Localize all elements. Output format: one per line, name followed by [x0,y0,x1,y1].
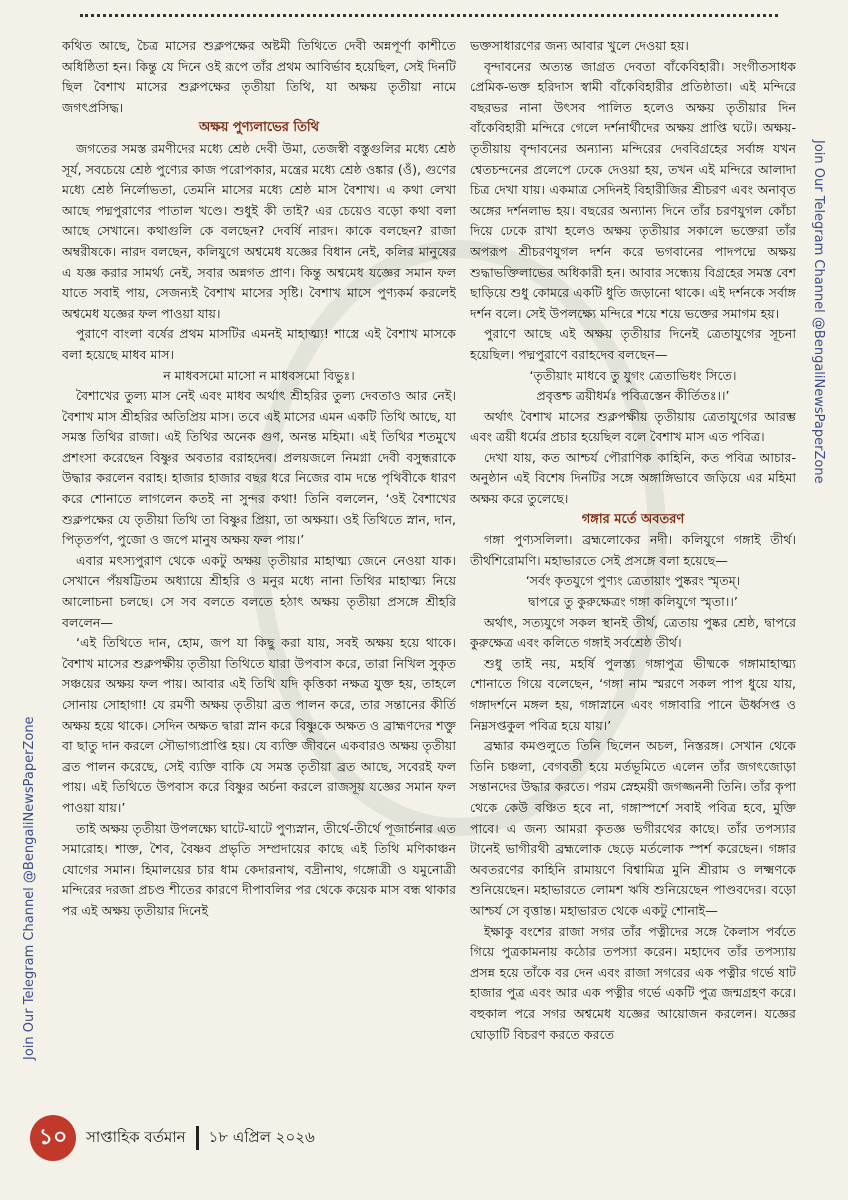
page-number-badge: ১০ [30,1115,76,1161]
paragraph: পুরাণে বাংলা বর্ষের প্রথম মাসটির এমনই মাহাত্ম্য! শাস্ত্রে এই বৈশাখ মাসকে বলা হয়েছে মাধব মাস। [62,326,456,362]
paragraph: অর্থাৎ বৈশাখ মাসের শুক্লপক্ষীয় তৃতীয়ায় ত্রেতাযুগের আরম্ভ এবং ত্রয়ী ধর্মের প্রচার হয়েছিল বলে বৈশাখ মাস এত পবিত্র। [470,408,796,445]
top-dotted-rule [80,14,778,17]
sanskrit-verse: ‘তৃতীয়াং মাধবে তু যুগং ত্রেতাভিধং সিতে। [529,367,737,383]
paragraph: কথিত আছে, চৈত্র মাসের শুক্লপক্ষের অষ্টমী তিথিতে দেবী অন্নপূর্ণা কাশীতে অধিষ্ঠিতা হন। কিন্তু যে দিনে ওই রূপে তাঁর প্রথম আবির্ভাব হয়েছিল, সেই দিনটি ছিল বৈশাখ মাসের শুক্লপক্ষের তৃতীয়া তিথি, যা অক্ষয় তৃতীয়া নামে জগৎপ্রসিদ্ধ। [62,38,456,115]
left-text-column [62,36,456,1130]
side-telegram-text-right: Join Our Telegram Channel @BengaliNewsPaperZone [811,140,826,484]
sanskrit-verse: দ্বাপরে তু কুরুক্ষেত্রং গঙ্গা কলিযুগে স্মৃতা।।’ [528,594,738,610]
paragraph: এবার মৎস্যপুরাণ থেকে একটু অক্ষয় তৃতীয়ার মাহাত্ম্য জেনে নেওয়া যাক। সেখানে পঁয়ষট্টিতম অধ্যায়ে শ্রীহরি ও মনুর মধ্যে নানা তিথির মাহাত্ম্য নিয়ে আলোচনা চলছে। সে সব বলতে বলতে হঠাৎ অক্ষয় তৃতীয়া প্রসঙ্গে শ্রীহরি বললেন— [62,552,456,630]
sanskrit-verse: ‘সর্বং কৃতযুগে পুণ্যং ত্রেতায়াং পুষ্করং স্মৃতম্। [525,573,741,589]
paragraph: ইক্ষাকু বংশের রাজা সগর তাঁর পত্নীদের সঙ্গে কৈলাস পর্বতে গিয়ে পুত্রকামনায় কঠোর তপস্যা করেন। মহাদেব তাঁর তপস্যায় প্রসন্ন হয়ে তাঁকে বর দেন এবং রাজা সগরের এক পত্নীর গর্ভে ষাট হাজার পুত্র এবং আর এক পত্নীর গর্ভে একটি পুত্র জন্মগ্রহণ করে। বহুকাল পরে সগর অশ্বমেধ যজ্ঞের আয়োজন করলেন। যজ্ঞের ঘোড়াটি বিচরণ করতে করতে [470,923,796,1042]
paragraph: জগতের সমস্ত রমণীদের মধ্যে শ্রেষ্ঠ দেবী উমা, তেজস্বী বস্তুগুলির মধ্যে শ্রেষ্ঠ সূর্য, সবচেয়ে শ্রেষ্ঠ পুণ্যের কাজ পরোপকার, মন্ত্রের মধ্যে শ্রেষ্ঠ ওঙ্কার (ওঁ), গুণের মধ্যে শ্রেষ্ঠ নির্লোভতা, তেমনি মাসের মধ্যে শ্রেষ্ঠ মাস বৈশাখ। এ কথা লেখা আছে পদ্মপুরাণের পাতাল খণ্ডে। শুধুই কী তাই? এর চেয়েও বড়ো কথা বলা আছে সেখানে। কথাগুলি কে বলছেন? দেবর্ষি নারদ। কাকে বলছেন? রাজা অম্বরীষকে। নারদ বলছেন, কলিযুগে অশ্বমেধ যজ্ঞের বিধান নেই, কলির মানুষের এ যজ্ঞ করার সামর্থ্য নেই, সবার অন্নগত প্রাণ। কিন্তু অশ্বমেধ যজ্ঞের সমান ফল যাতে সবাই পায়, সেজন্যই বৈশাখ মাসের সৃষ্টি। বৈশাখ মাসে পুণ্যকর্ম করলেই অশ্বমেধ যজ্ঞের ফল পাওয়া যায়। [62,140,456,321]
section-heading: অক্ষয় পুণ্যলাভের তিথি [198,120,320,136]
paragraph: ‘এই তিথিতে দান, হোম, জপ যা কিছু করা যায়, সবই অক্ষয় হয়ে থাকে। বৈশাখ মাসের শুক্লপক্ষীয় তৃতীয়া তিথিতে যারা উপবাস করে, তারা নিখিল সুকৃত সঞ্চয়ের অক্ষয় ফল পায়। আবার এই তিথি যদি কৃত্তিকা নক্ষত্র যুক্ত হয়, তাহলে সোনায় সোহাগা! যে রমণী অক্ষয় তৃতীয়া ব্রত পালন করে, তার সন্তানের কীর্তি অক্ষয় হয়ে থাকে। সেদিন অক্ষত দ্বারা স্নান করে বিষ্ণুকে অক্ষত ও ব্রাহ্মণদের শক্তু বা ছাতু দান করলে সৌভাগ্যপ্রাপ্তি হয়। যে ব্যক্তি জীবনে একবারও অক্ষয় তৃতীয়া ব্রত পালন করেছে, সেই ব্যক্তি বাকি যে সমস্ত তৃতীয়া ব্রত আছে, সবেরই ফল পায়। এই তিথিতে উপবাস করে বিষ্ণুর অর্চনা করলে রাজসূয় যজ্ঞের সমান ফল পাওয়া যায়।’ [62,635,456,815]
side-telegram-text-left: Join Our Telegram Channel @BengaliNewsPaperZone [22,716,37,1060]
footer-divider [196,1126,199,1150]
paragraph: পুরাণে আছে এই অক্ষয় তৃতীয়ার দিনেই ত্রেতাযুগের সূচনা হয়েছিল। পদ্মপুরাণে বরাহদেব বলছেন— [470,326,796,362]
paragraph: বৃন্দাবনের অত্যন্ত জাগ্রত দেবতা বাঁকেবিহারী। সংগীতসাধক প্রেমিক-ভক্ত হরিদাস স্বামী বাঁকেবিহারীর প্রতিষ্ঠাতা। এই মন্দিরে বছরভর নানা উৎসব পালিত হলেও অক্ষয় তৃতীয়ার দিন বাঁকেবিহারী মন্দিরে গেলে দর্শনার্থীদের অক্ষয় প্রাপ্তি ঘটে। অক্ষয়-তৃতীয়ায় বৃন্দাবনের অন্যান্য মন্দিরের দেববিগ্রহের সর্বাঙ্গ যখন শ্বেতচন্দনের প্রলেপে ঢেকে দেওয়া হয়, তখন এই মন্দিরে আলাদা চিত্র দেখা যায়। একমাত্র সেদিনই বিহারীজির শ্রীচরণ এবং অনাবৃত অঙ্গের দর্শনলাভ হয়। বছরের অন্যান্য দিনে তাঁর চরণযুগল কোঁচা দিয়ে ঢেকে রাখা হলেও অক্ষয় তৃতীয়ার সকালে ভক্তেরা তাঁর অপরূপ শ্রীচরণযুগল দর্শন করে ভগবানের পাদপদ্মে অক্ষয় শুদ্ধাভক্তিলাভের অধিকারী হন। আবার সন্ধ্যেয় বিগ্রহের সমস্ত বেশ ছাড়িয়ে শুধু কোমরে একটি ধুতি জড়ানো থাকে। এই দর্শনকে সর্বাঙ্গ দর্শন বলে। সেই উপলক্ষ্যে মন্দিরে শয়ে শয়ে ভক্তের সমাগম হয়। [470,58,796,321]
paragraph: তাই অক্ষয় তৃতীয়া উপলক্ষ্যে ঘাটে-ঘাটে পুণ্যস্নান, তীর্থে-তীর্থে পূজার্চনার এত সমারোহ। শাক্ত, শৈব, বৈষ্ণব প্রভৃতি সম্প্রদায়ের কাছে এই তিথি মণিকাঞ্চন যোগের সমান। হিমালয়ের চার ধাম কেদারনাথ, বদ্রীনাথ, গঙ্গোত্রী ও যমুনোত্রী মন্দিরের দরজা প্রচণ্ড শীতের কারণে দীপাবলির পর থেকে কয়েক মাস বন্ধ থাকার পর এই অক্ষয় তৃতীয়ার দিনেই [62,820,456,918]
right-text-column [470,36,796,1130]
issue-date: ১৮ এপ্রিল ২০২৬ [208,1127,315,1146]
page-footer [30,1116,530,1160]
magazine-name: সাপ্তাহিক বর্তমান [86,1127,186,1146]
sanskrit-verse: ন মাধবসমো মাসো ন মাধবসমো বিভুঃ। [163,367,355,383]
paragraph: শুধু তাই নয়, মহর্ষি পুলস্ত্য গঙ্গাপুত্র ভীষ্মকে গঙ্গামাহাত্ম্য শোনাতে গিয়ে বলেছেন, ‘গঙ্গা নাম স্মরণে সকল পাপ ধুয়ে যায়, গঙ্গাদর্শনে মঙ্গল হয়, গঙ্গাস্নানে এবং গঙ্গাবারি পানে ঊর্ধ্বসপ্ত ও নিম্নসপ্তকুল পবিত্র হয়ে যায়।’ [470,655,796,733]
paragraph: ব্রহ্মার কমণ্ডলুতে তিনি ছিলেন অচল, নিস্তরঙ্গ। সেখান থেকে তিনি চঞ্চলা, বেগবতী হয়ে মর্তভূমিতে এলেন তাঁর জগৎজোড়া সন্তানদের উদ্ধার করতে। পরম স্নেহময়ী জগজ্জননী তিনি। তাঁর কৃপা থেকে কেউ বঞ্চিত হবে না, গঙ্গাস্পর্শে সবাই পবিত্র হবে, মুক্তি পাবে। এ জন্য আমরা কৃতজ্ঞ ভগীরথের কাছে। তাঁর তপস্যার টানেই ভাগীরথী ব্রহ্মলোক ছেড়ে মর্তলোক স্পর্শ করেছেন। গঙ্গার অবতরণের কাহিনি রামায়ণে বিশ্বামিত্র মুনি শ্রীরাম ও লক্ষ্মণকে শুনিয়েছেন। মহাভারতে লোমশ ঋষি শুনিয়েছেন পাণ্ডবদের। বড়ো আশ্চর্য সে বৃত্তান্ত। মহাভারত থেকে একটু শোনাই— [470,738,796,918]
paragraph: বৈশাখের তুল্য মাস নেই এবং মাধব অর্থাৎ শ্রীহরির তুল্য দেবতাও আর নেই। বৈশাখ মাস শ্রীহরির অতিপ্রিয় মাস। তবে এই মাসের এমন একটি তিথি আছে, যা সমস্ত তিথির রাজা। এই তিথির অনেক গুণ, অনন্ত মহিমা। এই তিথির শতমুখে প্রশংসা করেছেন বিষ্ণুর অবতার বরাহদেব। প্রলয়জলে নিমগ্না দেবী বসুন্ধরাকে উদ্ধার করলেন বরাহ। হাজার হাজার বছর ধরে নিজের বাম দন্তে পৃথিবীকে ধারণ করে শোনাতে লাগলেন কতই না সুন্দর কথা! তিনি বললেন, ‘ওই বৈশাখের শুক্লপক্ষের যে তৃতীয়া তিথি তা বিষ্ণুর প্রিয়া, তা অক্ষয়া। ওই তিথিতে স্নান, দান, পিতৃতর্পণ, পুজো ও জপে মানুষ অক্ষয় ফল পায়।’ [62,388,456,548]
paragraph: দেখা যায়, কত আশ্চর্য পৌরাণিক কাহিনি, কত পবিত্র আচার-অনুষ্ঠান এই বিশেষ দিনটির সঙ্গে অঙ্গাঙ্গিভাবে জড়িয়ে এর মহিমা অক্ষয় করে তুলেছে। [470,449,796,507]
section-heading: গঙ্গার মর্তে অবতরণ [581,511,685,527]
sanskrit-verse: প্রবৃত্তশ্চ ত্রয়ীধর্মঃ পবিত্রস্তেন কীর্তিতঃ।।’ [536,388,730,404]
paragraph: গঙ্গা পুণ্যসলিলা। ব্রহ্মলোকের নদী। কলিযুগে গঙ্গাই তীর্থ। তীর্থশিরোমণি। মহাভারতে সেই প্রসঙ্গে বলা হয়েছে— [470,532,796,568]
paragraph: ভক্তসাধারণের জন্য আবার খুলে দেওয়া হয়। [470,38,689,53]
paragraph: অর্থাৎ, সত্যযুগে সকল স্থানই তীর্থ, ত্রেতায় পুষ্কর শ্রেষ্ঠ, দ্বাপরে কুরুক্ষেত্র এবং কলিতে গঙ্গাই সর্বশ্রেষ্ঠ তীর্থ। [470,614,796,651]
